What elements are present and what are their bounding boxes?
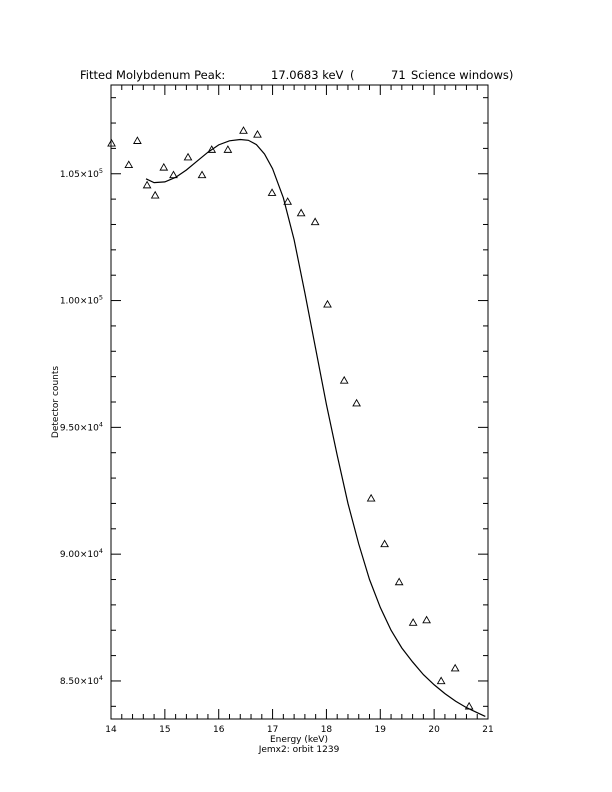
windows-count: 71 bbox=[391, 68, 406, 82]
data-point-triangle bbox=[341, 377, 348, 383]
title-paren: ( bbox=[350, 68, 355, 82]
data-point-triangle bbox=[254, 131, 261, 137]
x-tick-label: 17 bbox=[266, 725, 279, 735]
data-point-triangle bbox=[240, 127, 247, 133]
data-point-triangle bbox=[268, 189, 275, 195]
data-point-triangle bbox=[396, 578, 403, 584]
x-axis-label: Energy (keV) bbox=[270, 735, 328, 745]
windows-label: Science windows) bbox=[411, 68, 514, 82]
data-point-triangle bbox=[184, 154, 191, 160]
data-point-triangle bbox=[423, 616, 430, 622]
y-axis-label: Detector counts bbox=[51, 365, 61, 439]
x-tick-label: 15 bbox=[159, 725, 171, 735]
y-tick-label: $9.00\times 10^4$ bbox=[59, 547, 103, 561]
x-tick-label: 21 bbox=[482, 725, 494, 735]
y-tick-label: $8.50\times 10^4$ bbox=[59, 673, 103, 687]
data-point-triangle bbox=[298, 209, 305, 215]
data-point-triangle bbox=[152, 192, 159, 198]
data-points bbox=[108, 127, 473, 709]
data-point-triangle bbox=[452, 665, 459, 671]
y-tick-label: $1.00\times 10^5$ bbox=[59, 293, 103, 307]
data-point-triangle bbox=[410, 619, 417, 625]
data-point-triangle bbox=[224, 146, 231, 152]
x-tick-label: 18 bbox=[320, 725, 333, 735]
data-point-triangle bbox=[312, 218, 319, 224]
x-tick-label: 14 bbox=[105, 725, 117, 735]
x-axis-sublabel: Jemx2: orbit 1239 bbox=[258, 745, 340, 755]
data-point-triangle bbox=[125, 161, 132, 167]
data-point-triangle bbox=[160, 164, 167, 170]
peak-energy: 17.0683 keV bbox=[271, 68, 344, 82]
data-point-triangle bbox=[134, 137, 141, 143]
data-point-triangle bbox=[368, 495, 375, 501]
fit-curve bbox=[146, 140, 485, 717]
data-point-triangle bbox=[143, 182, 150, 188]
chart-title: Fitted Molybdenum Peak: bbox=[80, 68, 226, 82]
y-tick-label: $9.50\times 10^4$ bbox=[59, 420, 103, 434]
data-point-triangle bbox=[324, 301, 331, 307]
x-tick-label: 20 bbox=[428, 725, 440, 735]
data-point-triangle bbox=[353, 400, 360, 406]
y-tick-label: $1.05\times 10^5$ bbox=[59, 166, 103, 180]
data-point-triangle bbox=[381, 540, 388, 546]
x-tick-label: 16 bbox=[212, 725, 225, 735]
y-axis-tick-labels bbox=[60, 167, 103, 687]
data-point-triangle bbox=[108, 140, 115, 146]
x-tick-label: 19 bbox=[374, 725, 387, 735]
x-axis-tick-labels bbox=[105, 725, 493, 735]
data-point-triangle bbox=[438, 677, 445, 683]
data-point-triangle bbox=[198, 171, 205, 177]
y-axis-ticks bbox=[111, 98, 488, 707]
